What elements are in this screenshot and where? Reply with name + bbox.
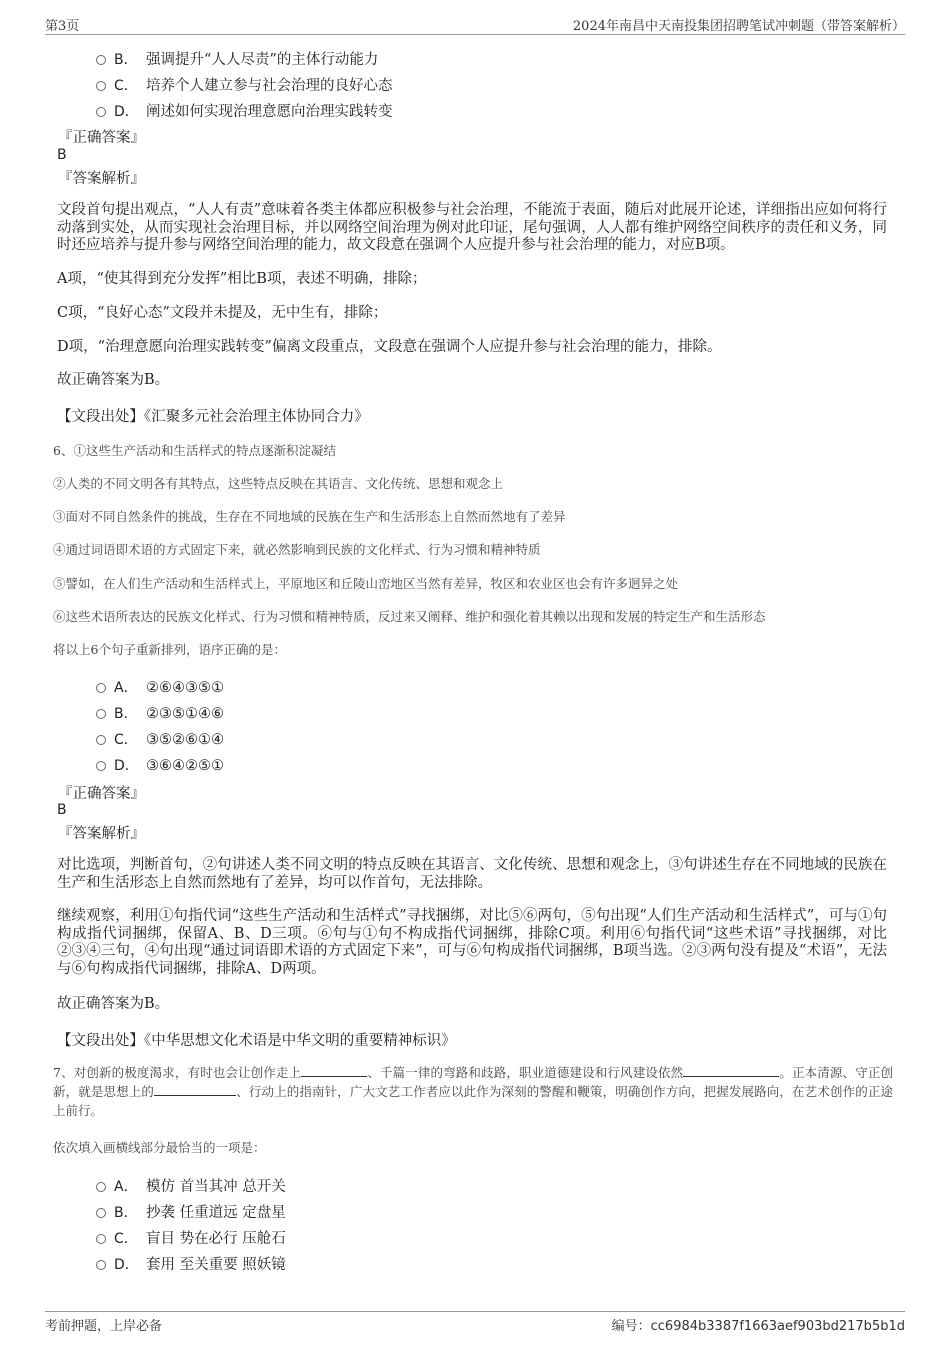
q6-analysis-label: 『答案解析』 [58,826,145,842]
q6-answer-label: 『正确答案』 [58,786,145,802]
footer-slogan: 考前押题，上岸必备 [45,1319,163,1334]
q7-stem: 7、对创新的极度渴求，有时也会让创作走上 、千篇一律的弯路和歧路，职业道德建设和行风建设依然 。正本清源、守正创新，就是思想上的 、行动上的指南针，广大文艺工作者应以此作为深刻的警醒和鞭策，明确创作方向，把握发展路向，在艺术创作的正途上前行。 [53,1065,893,1118]
q6-option-b[interactable]: B． ②③⑤①④⑥ [96,703,224,723]
radio-icon[interactable] [96,709,106,719]
radio-icon[interactable] [96,1208,106,1218]
radio-icon[interactable] [96,81,106,91]
q5-option-c[interactable]: C． 培养个人建立参与社会治理的良好心态 [96,74,393,95]
q6-sentence: ⑥这些术语所表达的民族文化样式、行为习惯和精神特质，反过来又阐释、维护和强化着其赖以出现和发展的特定生产和生活形态 [53,609,766,624]
q5-analysis-paragraph: A项，“使其得到充分发挥”相比B项，表述不明确，排除； [57,271,427,287]
q6-answer: B [57,802,67,818]
q6-sentence: ⑤譬如，在人们生产活动和生活样式上，平原地区和丘陵山峦地区当然有差异，牧区和农业区也会有许多迥异之处 [53,576,679,591]
radio-icon[interactable] [96,1260,106,1270]
q7-option-d[interactable]: D． 套用 至关重要 照妖镜 [96,1253,286,1274]
page-number: 第3页 [45,19,80,34]
q5-analysis-paragraph: D项，“治理意愿向治理实践转变”偏离文段重点，文段意在强调个人应提升参与社会治理的能力，排除。 [57,339,722,355]
q6-analysis-paragraph: 继续观察，利用①句指代词“这些生产活动和生活样式”寻找捆绑，对比⑤⑥两句，⑤句出现“人们生产活动和生活样式”，可与①句构成指代词捆绑，保留A、B、D三项。⑥句与①句不构成指代词捆绑，排除C项。利用⑥句指代词“这些术语”寻找捆绑，对比②③④三句，④句出现“通过词语即术语的方式固定下来”，可与⑥句构成指代词捆绑，B项当选。②③两句没有提及“术语”，无法与⑥句构成指代词捆绑，排除A、D两项。 [57,908,887,977]
q5-option-b[interactable]: B． 强调提升“人人尽责”的主体行动能力 [96,48,378,69]
q6-option-a[interactable]: A． ②⑥④③⑤① [96,677,224,697]
q5-option-d[interactable]: D． 阐述如何实现治理意愿向治理实践转变 [96,100,393,121]
q6-sentence: 6、①这些生产活动和生活样式的特点逐渐积淀凝结 [53,443,336,458]
q5-analysis-paragraph: C项，“良好心态”文段并未提及，无中生有，排除； [57,305,388,321]
q5-analysis-label: 『答案解析』 [58,171,145,187]
q6-source: 【文段出处】《中华思想文化术语是中华文明的重要精神标识》 [57,1033,456,1049]
document-code: 编号：cc6984b3387f1663aef903bd217b5b1d [611,1319,905,1334]
blank-2 [683,1064,779,1077]
q6-sentence: ③面对不同自然条件的挑战，生存在不同地域的民族在生产和生活形态上自然而然地有了差异 [53,509,566,524]
page-header [45,14,905,35]
q6-sentence: ②人类的不同文明各有其特点，这些特点反映在其语言、文化传统、思想和观念上 [53,476,504,491]
blank-1 [301,1064,367,1077]
radio-icon[interactable] [96,735,106,745]
q5-answer: B [57,147,67,163]
q7-option-c[interactable]: C． 盲目 势在必行 压舱石 [96,1227,286,1248]
q5-analysis-conclusion: 故正确答案为B。 [57,372,170,388]
q6-prompt: 将以上6个句子重新排列，语序正确的是： [53,642,286,657]
document-title: 2024年南昌中天南投集团招聘笔试冲刺题（带答案解析） [572,19,905,34]
q6-option-d[interactable]: D． ③⑥④②⑤① [96,755,224,775]
q5-analysis-paragraph: 文段首句提出观点，“人人有责”意味着各类主体都应积极参与社会治理，不能流于表面，随后对此展开论述，详细指出应如何将行动落到实处，从而实现社会治理目标，并以网络空间治理为例对此印证，尾句强调，人人都有维护网络空间秩序的责任和义务，同时还应培养与提升参与网络空间治理的能力，故文段意在强调个人应提升参与社会治理的能力，对应B项。 [57,202,887,253]
q7-option-b[interactable]: B． 抄袭 任重道远 定盘星 [96,1201,286,1222]
q6-option-c[interactable]: C． ③⑤②⑥①④ [96,729,224,749]
q5-source: 【文段出处】《汇聚多元社会治理主体协同合力》 [57,409,369,425]
q7-option-a[interactable]: A． 模仿 首当其冲 总开关 [96,1175,286,1196]
radio-icon[interactable] [96,55,106,65]
radio-icon[interactable] [96,1182,106,1192]
q7-prompt: 依次填入画横线部分最恰当的一项是： [53,1140,266,1155]
radio-icon[interactable] [96,761,106,771]
radio-icon[interactable] [96,1234,106,1244]
radio-icon[interactable] [96,683,106,693]
blank-3 [154,1083,236,1096]
q5-answer-label: 『正确答案』 [58,130,145,146]
page-footer [45,1311,905,1336]
q6-analysis-paragraph: 对比选项，判断首句，②句讲述人类不同文明的特点反映在其语言、文化传统、思想和观念上，③句讲述生存在不同地域的民族在生产和生活形态上自然而然地有了差异，均可以作首句，无法排除。 [57,857,887,891]
radio-icon[interactable] [96,107,106,117]
q6-sentence: ④通过词语即术语的方式固定下来，就必然影响到民族的文化样式、行为习惯和精神特质 [53,542,541,557]
q6-analysis-conclusion: 故正确答案为B。 [57,996,170,1012]
